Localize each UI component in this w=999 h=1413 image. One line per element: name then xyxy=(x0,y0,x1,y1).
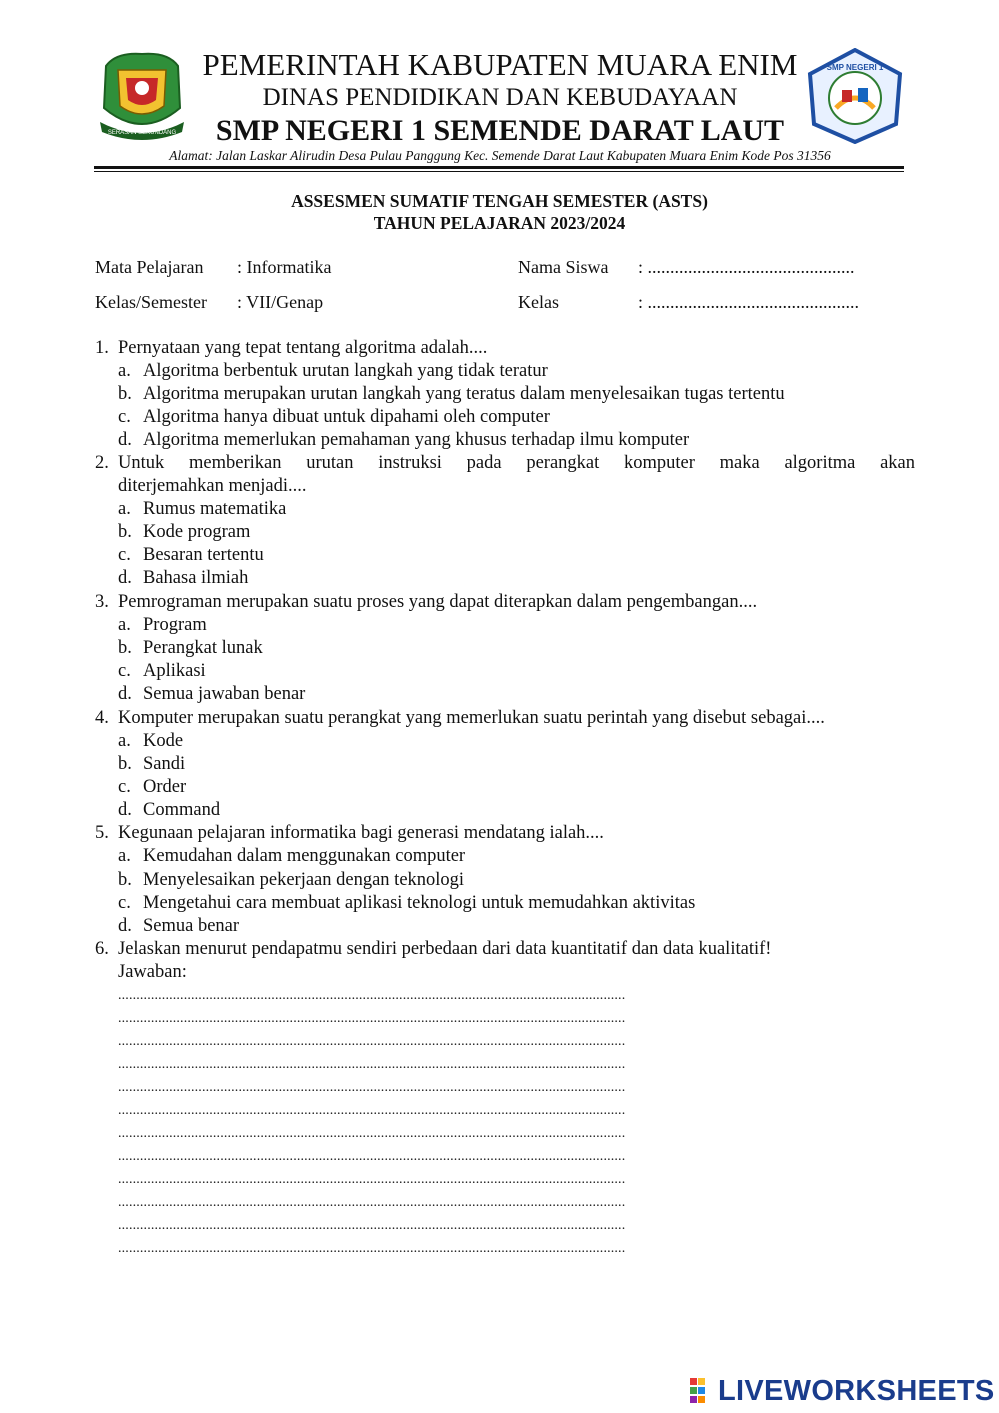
question-number: 6. xyxy=(95,939,109,959)
question-text: Pernyataan yang tepat tentang algoritma adalah.... xyxy=(118,338,488,358)
option-row[interactable] xyxy=(0,498,999,521)
answer-line[interactable]: ........................................................................................................................................... xyxy=(118,1241,626,1256)
option-row[interactable] xyxy=(0,360,999,383)
question-text: Komputer merupakan suatu perangkat yang memerlukan suatu perintah yang disebut sebagai.... xyxy=(118,708,825,728)
class-semester-label: Kelas/Semester xyxy=(95,292,207,312)
option-row[interactable] xyxy=(0,383,999,406)
letterhead-government: PEMERINTAH KABUPATEN MUARA ENIM xyxy=(202,47,798,82)
option-text: Semua jawaban benar xyxy=(143,684,306,704)
option-row[interactable] xyxy=(0,429,999,452)
question-1 xyxy=(0,337,999,360)
answer-line[interactable]: ........................................................................................................................................... xyxy=(118,1172,626,1187)
exam-title: ASSESMEN SUMATIF TENGAH SEMESTER (ASTS) xyxy=(291,191,708,211)
option-label: b. xyxy=(118,870,132,890)
option-text: Algoritma berbentuk urutan langkah yang tidak teratur xyxy=(143,361,548,381)
option-row[interactable] xyxy=(0,753,999,776)
question-2-continuation xyxy=(0,475,999,498)
option-row[interactable] xyxy=(0,406,999,429)
option-text: Program xyxy=(143,615,207,635)
option-label: b. xyxy=(118,638,132,658)
option-row[interactable] xyxy=(0,892,999,915)
letterhead-department: DINAS PENDIDIKAN DAN KEBUDAYAAN xyxy=(262,84,738,111)
answer-line[interactable]: ........................................................................................................................................... xyxy=(118,1080,626,1095)
question-4 xyxy=(0,707,999,730)
option-text: Aplikasi xyxy=(143,661,206,681)
option-text: Besaran tertentu xyxy=(143,545,264,565)
answer-line[interactable]: ........................................................................................................................................... xyxy=(118,1103,626,1118)
option-row[interactable] xyxy=(0,869,999,892)
exam-year: TAHUN PELAJARAN 2023/2024 xyxy=(373,213,626,233)
letterhead-divider-thin xyxy=(94,171,904,172)
question-text-line-2: diterjemahkan menjadi.... xyxy=(118,476,307,496)
answer-label: Jawaban: xyxy=(118,962,187,982)
option-row[interactable] xyxy=(0,521,999,544)
answer-line[interactable]: ........................................................................................................................................... xyxy=(118,1218,626,1233)
question-text-line-1: Untuk memberikan urutan instruksi pada perangkat komputer maka algoritma akan xyxy=(118,453,915,473)
option-label: b. xyxy=(118,384,132,404)
letterhead-school-name: SMP NEGERI 1 SEMENDE DARAT LAUT xyxy=(215,114,785,147)
answer-line[interactable]: ........................................................................................................................................... xyxy=(118,988,626,1003)
option-label: a. xyxy=(118,615,131,635)
svg-text:SMP NEGERI 1: SMP NEGERI 1 xyxy=(826,63,884,72)
option-text: Bahasa ilmiah xyxy=(143,568,249,588)
question-5 xyxy=(0,822,999,845)
option-row[interactable] xyxy=(0,567,999,590)
answer-label-row xyxy=(0,961,999,984)
subject-label: Mata Pelajaran xyxy=(95,257,204,277)
student-name-field[interactable]: : .............................................. xyxy=(638,257,855,277)
option-text: Kode xyxy=(143,731,184,751)
option-text: Algoritma hanya dibuat untuk dipahami oleh computer xyxy=(143,407,550,427)
option-text: Algoritma memerlukan pemahaman yang khusus terhadap ilmu komputer xyxy=(143,430,690,450)
option-label: d. xyxy=(118,568,132,588)
question-number: 1. xyxy=(95,338,109,358)
question-3 xyxy=(0,591,999,614)
question-number: 5. xyxy=(95,823,109,843)
student-name-label: Nama Siswa xyxy=(518,257,609,277)
option-row[interactable] xyxy=(0,683,999,706)
option-text: Sandi xyxy=(143,754,186,774)
answer-line[interactable]: ........................................................................................................................................... xyxy=(118,1057,626,1072)
letterhead-divider-thick xyxy=(94,166,904,169)
subject-value: : Informatika xyxy=(237,257,332,277)
class-field[interactable]: : ............................................... xyxy=(638,292,860,312)
option-text: Perangkat lunak xyxy=(143,638,263,658)
option-label: a. xyxy=(118,361,131,381)
option-text: Order xyxy=(143,777,187,797)
question-6 xyxy=(0,938,999,961)
question-number: 3. xyxy=(95,592,109,612)
option-label: c. xyxy=(118,407,131,427)
option-row[interactable] xyxy=(0,915,999,938)
question-2 xyxy=(0,452,999,475)
option-text: Kemudahan dalam menggunakan computer xyxy=(143,846,466,866)
question-number: 2. xyxy=(95,453,109,473)
answer-line[interactable]: ........................................................................................................................................... xyxy=(118,1149,626,1164)
option-row[interactable] xyxy=(0,845,999,868)
option-text: Semua benar xyxy=(143,916,240,936)
option-text: Rumus matematika xyxy=(143,499,287,519)
option-label: b. xyxy=(118,522,132,542)
option-row[interactable] xyxy=(0,614,999,637)
liveworksheets-icon xyxy=(690,1378,714,1404)
svg-text:SERASAN SEKUNDANG: SERASAN SEKUNDANG xyxy=(107,130,177,136)
option-text: Algoritma merupakan urutan langkah yang teratus dalam menyelesaikan tugas tertentu xyxy=(143,384,785,404)
liveworksheets-text: LIVEWORKSHEETS xyxy=(718,1374,995,1407)
option-label: d. xyxy=(118,684,132,704)
option-text: Mengetahui cara membuat aplikasi teknologi untuk memudahkan aktivitas xyxy=(143,893,696,913)
question-text: Jelaskan menurut pendapatmu sendiri perbedaan dari data kuantitatif dan data kualitatif! xyxy=(118,939,772,959)
letterhead-address: Alamat: Jalan Laskar Alirudin Desa Pulau Panggung Kec. Semende Darat Laut Kabupaten Muara Enim Kode Pos 31356 xyxy=(169,148,831,163)
option-label: b. xyxy=(118,754,132,774)
question-number: 4. xyxy=(95,708,109,728)
option-label: a. xyxy=(118,499,131,519)
answer-line[interactable]: ........................................................................................................................................... xyxy=(118,1034,626,1049)
option-row[interactable] xyxy=(0,660,999,683)
answer-line[interactable]: ........................................................................................................................................... xyxy=(118,1011,626,1026)
option-label: d. xyxy=(118,430,132,450)
option-label: a. xyxy=(118,731,131,751)
option-text: Command xyxy=(143,800,221,820)
option-row[interactable] xyxy=(0,544,999,567)
answer-line[interactable]: ........................................................................................................................................... xyxy=(118,1126,626,1141)
option-row[interactable] xyxy=(0,637,999,660)
option-label: c. xyxy=(118,893,131,913)
question-text: Pemrograman merupakan suatu proses yang dapat diterapkan dalam pengembangan.... xyxy=(118,592,758,612)
option-label: d. xyxy=(118,800,132,820)
option-label: c. xyxy=(118,777,131,797)
option-label: c. xyxy=(118,661,131,681)
answer-line[interactable]: ........................................................................................................................................... xyxy=(118,1195,626,1210)
class-label: Kelas xyxy=(518,292,559,312)
option-row[interactable] xyxy=(0,799,999,822)
option-label: d. xyxy=(118,916,132,936)
question-text: Kegunaan pelajaran informatika bagi generasi mendatang ialah.... xyxy=(118,823,604,843)
option-row[interactable] xyxy=(0,776,999,799)
option-text: Kode program xyxy=(143,522,251,542)
option-text: Menyelesaikan pekerjaan dengan teknologi xyxy=(143,870,465,890)
option-label: c. xyxy=(118,545,131,565)
option-label: a. xyxy=(118,846,131,866)
liveworksheets-brand[interactable] xyxy=(690,1374,995,1408)
option-row[interactable] xyxy=(0,730,999,753)
class-semester-value: : VII/Genap xyxy=(237,292,324,312)
